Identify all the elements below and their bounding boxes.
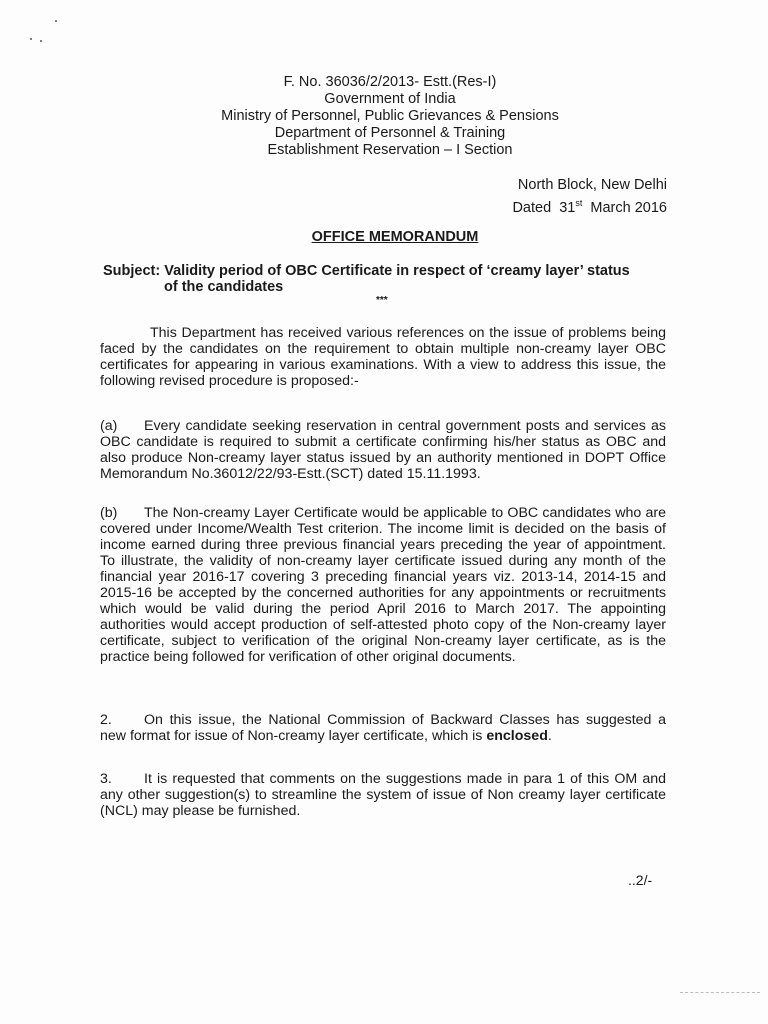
scan-speck — [55, 20, 57, 22]
paragraph-3-label: 3. — [100, 771, 112, 787]
letterhead — [180, 74, 600, 159]
intro-paragraph: This Department has received various references on the issue of problems being faced by the candidates on the requirement to obtain multiple non-creamy layer OBC certificates for appearing in various examinations. With a view to address this issue, the following revised procedure is proposed:- — [100, 325, 666, 389]
date-prefix: Dated 31 — [512, 200, 576, 216]
date-line — [480, 197, 667, 220]
scan-speck — [30, 38, 32, 40]
subject-line-1: Subject: Validity period of OBC Certificate in respect of ‘creamy layer’ status — [103, 263, 630, 279]
page-continuation: ..2/- — [628, 872, 653, 888]
paragraph-2 — [100, 712, 666, 744]
scan-artifact-line — [680, 992, 760, 993]
section-name: Establishment Reservation – I Section — [267, 142, 513, 158]
paragraph-a — [100, 418, 666, 482]
paragraph-b — [100, 505, 666, 665]
date-suffix: March 2016 — [582, 200, 667, 216]
location: North Block, New Delhi — [517, 177, 667, 193]
paragraph-b-text: The Non-creamy Layer Certificate would be applicable to OBC candidates who are covered under Income/Wealth Test criterion. The income limit is decided on the basis of income earned during three previous financial years preceding the year of appointment. To illustrate, the validity of non-creamy layer certificate issued during any month of the financial year 2016-17 covering 3 preceding financial years viz. 2013-14, 2014-15 and 2015-16 be accepted by the concerned authorities for any appointments or recruitments which would be valid during the period April 2016 to March 2017. The appointing authorities would accept production of self-attested photo copy of the Non-creamy layer certificate, subject to verification of the original Non-creamy layer certificate, as is the practice being followed for verification of other original documents. — [100, 505, 666, 665]
memorandum-title: OFFICE MEMORANDUM — [311, 229, 479, 245]
subject-block — [103, 263, 673, 295]
paragraph-b-label: (b) — [100, 505, 118, 521]
paragraph-3 — [100, 771, 666, 819]
scan-speck — [40, 40, 42, 42]
subject-line-2: of the candidates — [164, 279, 284, 295]
ministry-name: Ministry of Personnel, Public Grievances & Pensions — [221, 108, 559, 124]
paragraph-2-end: . — [547, 728, 552, 744]
paragraph-2-text: On this issue, the National Commission of Backward Classes has suggested a new format for issue of Non-creamy layer certificate, which is — [100, 712, 666, 744]
paragraph-2-label: 2. — [100, 712, 112, 728]
enclosed-emphasis: enclosed — [486, 728, 548, 744]
paragraph-3-text: It is requested that comments on the suggestions made in para 1 of this OM and any other suggestion(s) to streamline the system of issue of Non creamy layer certificate (NCL) may please be furnished. — [100, 771, 666, 819]
separator: *** — [376, 295, 388, 306]
place-and-date — [480, 174, 667, 220]
date-ordinal: st — [575, 198, 583, 209]
paragraph-a-label: (a) — [100, 418, 118, 434]
government-name: Government of India — [324, 91, 456, 107]
department-name: Department of Personnel & Training — [274, 125, 506, 141]
file-number: F. No. 36036/2/2013- Estt.(Res-I) — [283, 74, 497, 90]
paragraph-a-text: Every candidate seeking reservation in central government posts and services as OBC candidate is required to submit a certificate confirming his/her status as OBC and also produce Non-creamy layer status issued by an authority mentioned in DOPT Office Memorandum No.36012/22/93-Estt.(SCT) dated 15.11.1993. — [100, 418, 666, 482]
